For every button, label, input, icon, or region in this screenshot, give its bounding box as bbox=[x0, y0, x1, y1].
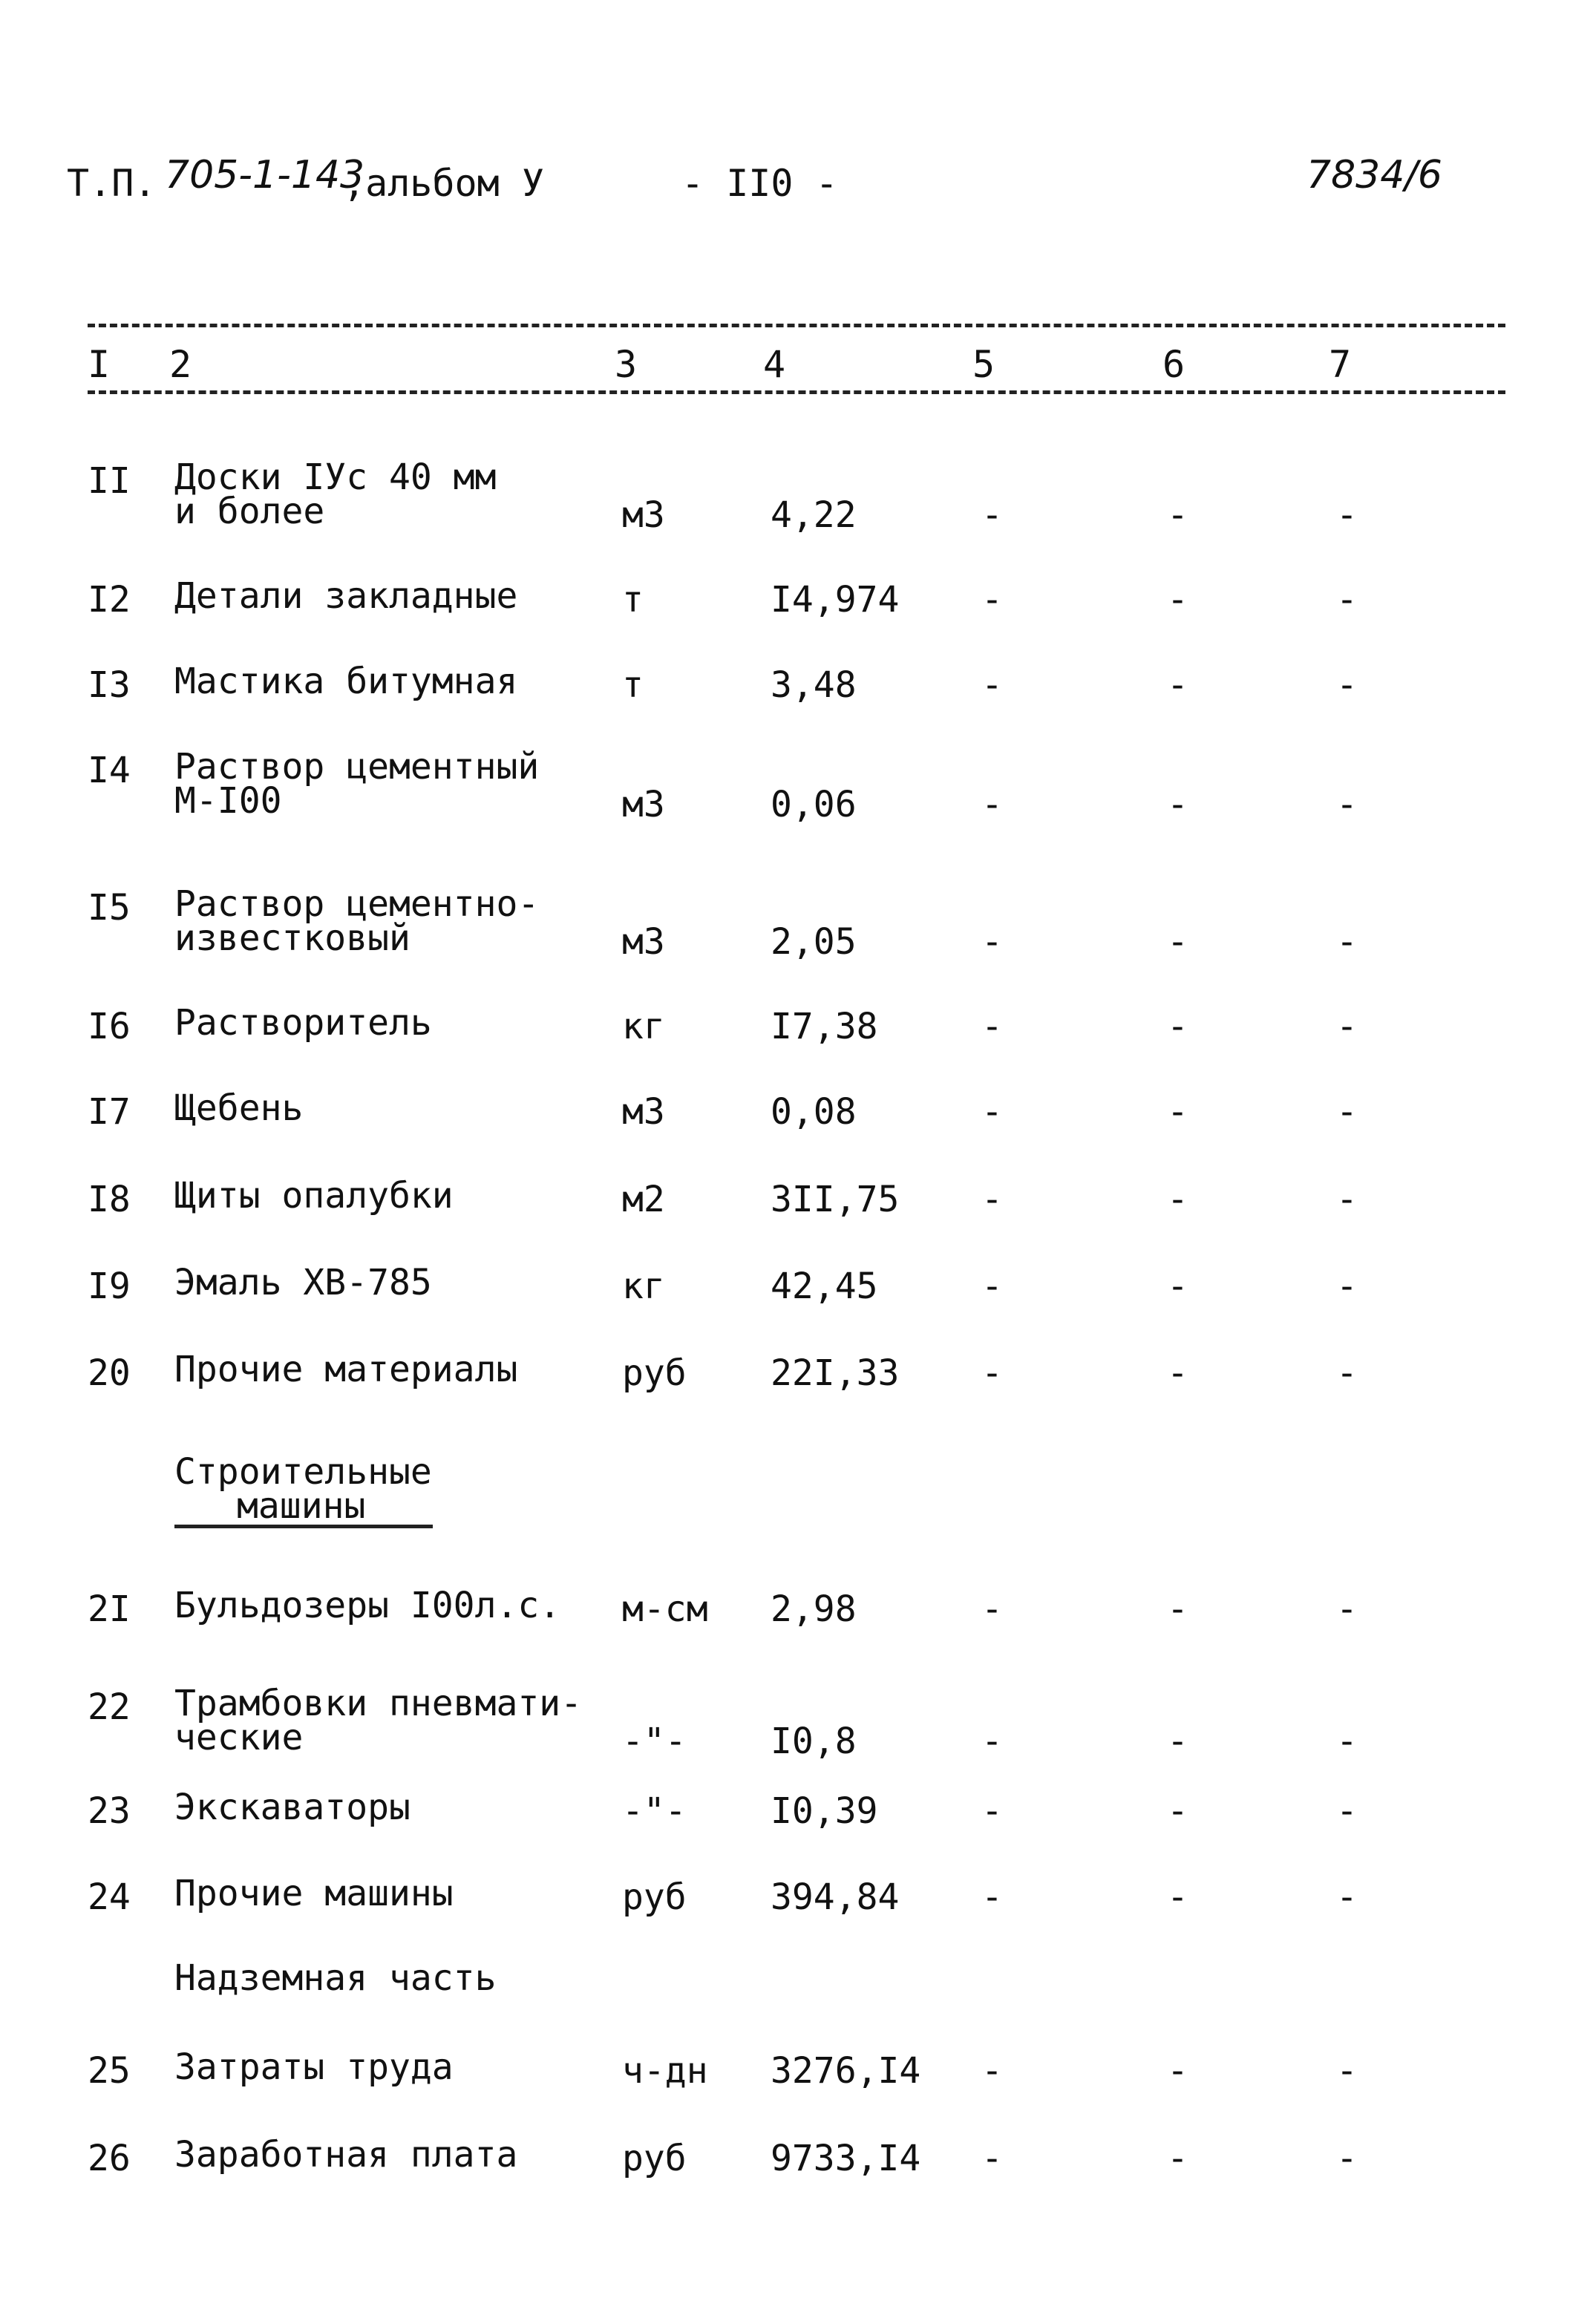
row-quantity: 3II,75 bbox=[771, 1179, 900, 1220]
row-unit: м-см bbox=[622, 1588, 708, 1630]
row-col7: - bbox=[1336, 2138, 1358, 2179]
row-col5: - bbox=[981, 784, 1003, 825]
row-col5: - bbox=[981, 1179, 1003, 1220]
row-number: 23 bbox=[88, 1790, 131, 1832]
row-number: I7 bbox=[88, 1091, 131, 1133]
row-name bbox=[174, 1175, 454, 1217]
section-title-machines bbox=[174, 1451, 432, 1527]
row-col7: - bbox=[1336, 1266, 1358, 1307]
section-underline bbox=[174, 1525, 433, 1528]
row-name bbox=[174, 1262, 432, 1303]
row-quantity: 2,05 bbox=[771, 921, 857, 963]
row-name-line: Трамбовки пневмати- bbox=[174, 1683, 583, 1724]
row-col7: - bbox=[1336, 494, 1358, 536]
page-number: - II0 - bbox=[681, 162, 838, 205]
row-unit: м3 bbox=[622, 784, 665, 825]
row-col7: - bbox=[1336, 579, 1358, 621]
row-quantity: I4,974 bbox=[771, 579, 900, 621]
row-name-line: Бульдозеры I00л.с. bbox=[174, 1585, 561, 1626]
row-quantity: 42,45 bbox=[771, 1266, 878, 1307]
row-number: I8 bbox=[88, 1179, 131, 1220]
row-number: 2I bbox=[88, 1588, 131, 1630]
row-col6: - bbox=[1167, 1721, 1188, 1762]
row-quantity: I0,39 bbox=[771, 1790, 878, 1832]
row-quantity: I0,8 bbox=[771, 1721, 857, 1762]
row-name bbox=[174, 2134, 518, 2176]
row-name bbox=[174, 661, 518, 702]
row-col7: - bbox=[1336, 784, 1358, 825]
row-name-line: ческие bbox=[174, 1717, 304, 1758]
column-number-3: 3 bbox=[615, 343, 638, 386]
row-quantity: 0,08 bbox=[771, 1091, 857, 1133]
row-col6: - bbox=[1167, 1352, 1188, 1394]
row-name-line: Прочие машины bbox=[174, 1873, 454, 1914]
row-col7: - bbox=[1336, 1876, 1358, 1918]
row-name-line: Прочие материалы bbox=[174, 1349, 518, 1390]
row-name-line: Затраты труда bbox=[174, 2046, 454, 2088]
row-number: 25 bbox=[88, 2050, 131, 2092]
table-top-rule bbox=[88, 324, 1505, 327]
row-number: I2 bbox=[88, 579, 131, 621]
row-unit: -"- bbox=[622, 1721, 687, 1762]
row-col6: - bbox=[1167, 664, 1188, 706]
column-number-4: 4 bbox=[763, 343, 786, 386]
row-name bbox=[174, 1683, 583, 1758]
row-name bbox=[174, 1787, 411, 1828]
row-col5: - bbox=[981, 1266, 1003, 1307]
row-unit: м3 bbox=[622, 921, 665, 963]
row-unit: -"- bbox=[622, 1790, 687, 1832]
row-col7: - bbox=[1336, 921, 1358, 963]
archive-number: 7834/6 bbox=[1306, 153, 1442, 197]
row-name bbox=[174, 575, 518, 617]
row-col7: - bbox=[1336, 2050, 1358, 2092]
row-col5: - bbox=[981, 1721, 1003, 1762]
row-name-line: и более bbox=[174, 491, 325, 532]
row-name-line: Раствор цементно- bbox=[174, 883, 540, 925]
row-name-line: Мастика битумная bbox=[174, 661, 518, 702]
section-title-line: машины bbox=[237, 1485, 366, 1527]
row-quantity: 3,48 bbox=[771, 664, 857, 706]
row-col6: - bbox=[1167, 1876, 1188, 1918]
row-number: I9 bbox=[88, 1266, 131, 1307]
row-unit: м2 bbox=[622, 1179, 665, 1220]
row-col7: - bbox=[1336, 1352, 1358, 1394]
section-title-above-ground: Надземная часть bbox=[174, 1957, 497, 1999]
row-col5: - bbox=[981, 1006, 1003, 1047]
row-name-line: Доски IУс 40 мм bbox=[174, 456, 497, 498]
row-name-line: Детали закладные bbox=[174, 575, 518, 617]
row-quantity: 0,06 bbox=[771, 784, 857, 825]
row-quantity: 4,22 bbox=[771, 494, 857, 536]
row-name bbox=[174, 746, 540, 822]
row-number: I4 bbox=[88, 750, 131, 791]
row-col6: - bbox=[1167, 494, 1188, 536]
row-name-line: М-I00 bbox=[174, 780, 282, 822]
row-col7: - bbox=[1336, 1588, 1358, 1630]
row-col5: - bbox=[981, 664, 1003, 706]
doc-prefix: Т.П. bbox=[67, 162, 157, 205]
row-name bbox=[174, 1087, 304, 1129]
row-name bbox=[174, 1585, 561, 1626]
row-col6: - bbox=[1167, 1006, 1188, 1047]
row-unit: руб bbox=[622, 2138, 687, 2179]
row-quantity: 2,98 bbox=[771, 1588, 857, 1630]
row-quantity: I7,38 bbox=[771, 1006, 878, 1047]
column-number-6: 6 bbox=[1162, 343, 1185, 386]
row-name bbox=[174, 2046, 454, 2088]
row-unit: кг bbox=[622, 1006, 665, 1047]
row-col5: - bbox=[981, 579, 1003, 621]
row-number: I5 bbox=[88, 887, 131, 929]
row-unit: т bbox=[622, 664, 644, 706]
album-label: ,альбом У bbox=[343, 162, 544, 205]
row-col5: - bbox=[981, 1790, 1003, 1832]
row-col6: - bbox=[1167, 1266, 1188, 1307]
row-col7: - bbox=[1336, 1790, 1358, 1832]
row-col5: - bbox=[981, 1588, 1003, 1630]
row-col5: - bbox=[981, 1091, 1003, 1133]
column-number-7: 7 bbox=[1329, 343, 1352, 386]
row-number: 26 bbox=[88, 2138, 131, 2179]
row-col7: - bbox=[1336, 1091, 1358, 1133]
row-unit: кг bbox=[622, 1266, 665, 1307]
table-header-rule bbox=[88, 390, 1505, 394]
row-quantity: 9733,I4 bbox=[771, 2138, 921, 2179]
row-col7: - bbox=[1336, 1179, 1358, 1220]
column-number-1: I bbox=[88, 343, 111, 386]
row-name-line: Растворитель bbox=[174, 1002, 432, 1044]
row-number: 24 bbox=[88, 1876, 131, 1918]
row-name-line: Щебень bbox=[174, 1087, 304, 1129]
row-col5: - bbox=[981, 921, 1003, 963]
row-number: 20 bbox=[88, 1352, 131, 1394]
row-col6: - bbox=[1167, 1588, 1188, 1630]
row-col5: - bbox=[981, 494, 1003, 536]
row-name-line: Раствор цементный bbox=[174, 746, 540, 788]
row-quantity: 22I,33 bbox=[771, 1352, 900, 1394]
row-col6: - bbox=[1167, 1091, 1188, 1133]
row-name-line: Эмаль ХВ-785 bbox=[174, 1262, 432, 1303]
row-col5: - bbox=[981, 1876, 1003, 1918]
row-name bbox=[174, 1873, 454, 1914]
column-number-2: 2 bbox=[169, 343, 192, 386]
row-unit: ч-дн bbox=[622, 2050, 708, 2092]
row-number: I3 bbox=[88, 664, 131, 706]
row-name-line: Заработная плата bbox=[174, 2134, 518, 2176]
row-number: II bbox=[88, 460, 131, 502]
row-col6: - bbox=[1167, 784, 1188, 825]
row-unit: руб bbox=[622, 1876, 687, 1918]
column-number-5: 5 bbox=[972, 343, 995, 386]
row-unit: м3 bbox=[622, 494, 665, 536]
row-name-line: Щиты опалубки bbox=[174, 1175, 454, 1217]
row-name-line: известковый bbox=[174, 917, 411, 959]
row-col6: - bbox=[1167, 2138, 1188, 2179]
row-number: 22 bbox=[88, 1686, 131, 1728]
row-name bbox=[174, 1349, 518, 1390]
row-col5: - bbox=[981, 1352, 1003, 1394]
row-col7: - bbox=[1336, 1721, 1358, 1762]
row-name bbox=[174, 883, 540, 959]
row-quantity: 394,84 bbox=[771, 1876, 900, 1918]
row-unit: м3 bbox=[622, 1091, 665, 1133]
row-col7: - bbox=[1336, 664, 1358, 706]
row-name-line: Экскаваторы bbox=[174, 1787, 411, 1828]
row-col6: - bbox=[1167, 1179, 1188, 1220]
section-title-line: Строительные bbox=[174, 1451, 432, 1493]
row-name bbox=[174, 1002, 432, 1044]
row-unit: руб bbox=[622, 1352, 687, 1394]
row-col5: - bbox=[981, 2050, 1003, 2092]
row-col6: - bbox=[1167, 921, 1188, 963]
row-col7: - bbox=[1336, 1006, 1358, 1047]
row-col6: - bbox=[1167, 579, 1188, 621]
row-col6: - bbox=[1167, 1790, 1188, 1832]
project-code: 705-1-143 bbox=[165, 153, 365, 197]
row-col5: - bbox=[981, 2138, 1003, 2179]
row-name bbox=[174, 456, 497, 532]
row-unit: т bbox=[622, 579, 644, 621]
row-col6: - bbox=[1167, 2050, 1188, 2092]
row-number: I6 bbox=[88, 1006, 131, 1047]
row-quantity: 3276,I4 bbox=[771, 2050, 921, 2092]
